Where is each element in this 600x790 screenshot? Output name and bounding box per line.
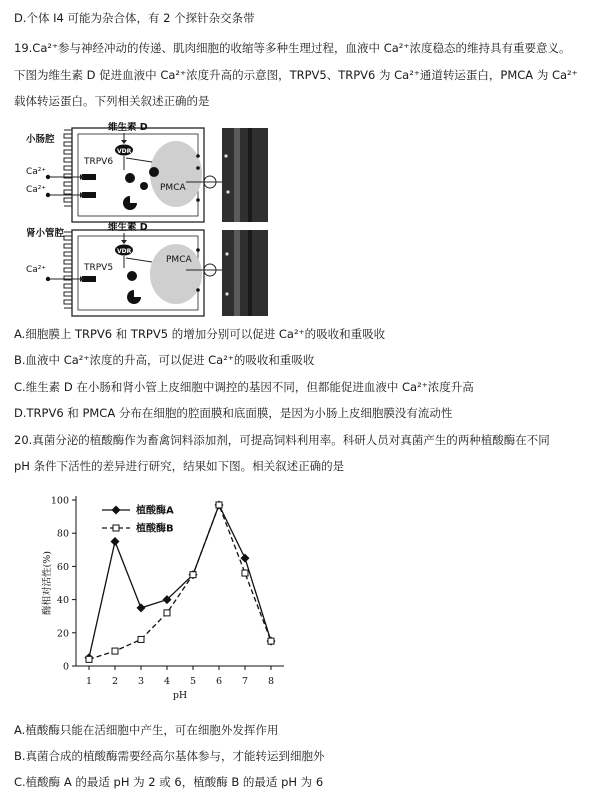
- trpv6-label: TRPV6: [84, 157, 114, 167]
- series-b-point: [216, 502, 222, 508]
- series-b-point: [190, 572, 196, 578]
- y-tick-label: 60: [56, 561, 69, 573]
- legend-label: 植酸酶A: [136, 505, 174, 517]
- y-axis-title: 酶相对活性(%): [42, 551, 53, 615]
- enzyme-activity-chart: [40, 488, 300, 706]
- q19-option-b: B.血液中 Ca²⁺浓度的升高，可以促进 Ca²⁺的吸收和重吸收: [14, 353, 315, 367]
- q20-option-b: B.真菌合成的植酸酶需要经高尔基体参与，才能转运到细胞外: [14, 749, 325, 763]
- vitamin-d-label-bottom: 维生素 D: [108, 222, 148, 233]
- q20-option-c: C.植酸酶 A 的最适 pH 为 2 或 6，植酸酶 B 的最适 pH 为 6: [14, 775, 324, 789]
- x-tick-label: 2: [111, 676, 119, 687]
- renal-tubule-lumen-label: 肾小管腔: [26, 228, 65, 239]
- x-tick-label: 1: [85, 676, 93, 687]
- series-b-point: [112, 648, 118, 654]
- q19-option-d: D.TRPV6 和 PMCA 分布在细胞的腔面膜和底面膜，是因为小肠上皮细胞膜没有流动性: [14, 406, 453, 420]
- series-b-point: [164, 610, 170, 616]
- ca-ion-label-1: Ca²⁺: [26, 167, 47, 177]
- legend-marker: [112, 506, 121, 515]
- series-b-point: [86, 656, 92, 662]
- vitamin-d-label-top: 维生素 D: [108, 122, 148, 133]
- series-b-point: [268, 638, 274, 644]
- x-tick-label: 7: [241, 676, 249, 687]
- legend-marker: [113, 525, 119, 531]
- x-tick-label: 4: [163, 676, 171, 687]
- trpv5-label: TRPV5: [84, 263, 114, 273]
- x-tick-label: 3: [137, 676, 145, 687]
- y-tick-label: 80: [56, 528, 69, 540]
- intestine-lumen-label: 小肠腔: [26, 134, 55, 145]
- y-tick-label: 100: [50, 495, 69, 507]
- kidney-tubule-panel: [26, 221, 268, 316]
- q20-stem-line-1: 20.真菌分泌的植酸酶作为畜禽饲料添加剂，可提高饲料利用率。科研人员对真菌产生的两种植酸酶在不同: [14, 433, 550, 447]
- pmca-label-bottom: PMCA: [166, 255, 192, 265]
- pmca-label-top: PMCA: [160, 183, 186, 193]
- series-a-point: [137, 603, 146, 612]
- q19-stem-line-2: 下图为维生素 D 促进血液中 Ca²⁺浓度升高的示意图，TRPV5、TRPV6 为 Ca²⁺通道转运蛋白，PMCA 为 Ca²⁺: [14, 68, 578, 82]
- x-tick-label: 5: [189, 676, 197, 687]
- q19-stem-line-3: 载体转运蛋白。下列相关叙述正确的是: [14, 94, 210, 108]
- chart-legend: [102, 504, 174, 535]
- y-tick-label: 40: [56, 595, 69, 607]
- series-b-point: [242, 570, 248, 576]
- intestine-panel: [26, 122, 268, 222]
- vdr-label-top: VDR: [117, 148, 132, 155]
- series-b-point: [138, 636, 144, 642]
- ca-ion-label-2: Ca²⁺: [26, 185, 47, 195]
- ca-ion-label-3: Ca²⁺: [26, 265, 47, 275]
- vitamin-d-calcium-diagram: [26, 122, 282, 318]
- y-tick-label: 0: [62, 661, 69, 673]
- x-tick-label: 6: [215, 676, 223, 687]
- q19-option-c: C.维生素 D 在小肠和肾小管上皮细胞中调控的基因不同，但都能促进血液中 Ca²⁺浓度升高: [14, 380, 474, 394]
- series-a-point: [111, 537, 120, 546]
- q19-option-a: A.细胞膜上 TRPV6 和 TRPV5 的增加分别可以促进 Ca²⁺的吸收和重吸收: [14, 327, 386, 341]
- previous-option-d: D.个体 Ⅰ4 可能为杂合体，有 2 个探针杂交条带: [14, 11, 255, 25]
- y-tick-label: 20: [56, 628, 69, 640]
- q20-stem-line-2: pH 条件下活性的差异进行研究，结果如下图。相关叙述正确的是: [14, 459, 345, 473]
- legend-label: 植酸酶B: [136, 523, 174, 535]
- vdr-label-bottom: VDR: [117, 248, 132, 255]
- q19-stem-line-1: 19.Ca²⁺参与神经冲动的传递、肌肉细胞的收缩等多种生理过程，血液中 Ca²⁺浓度稳态的维持具有重要意义。: [14, 41, 571, 55]
- x-tick-label: 8: [267, 676, 275, 687]
- q20-option-a: A.植酸酶只能在活细胞中产生，可在细胞外发挥作用: [14, 723, 279, 737]
- series-a-point: [241, 554, 250, 563]
- x-axis-title: pH: [172, 690, 188, 701]
